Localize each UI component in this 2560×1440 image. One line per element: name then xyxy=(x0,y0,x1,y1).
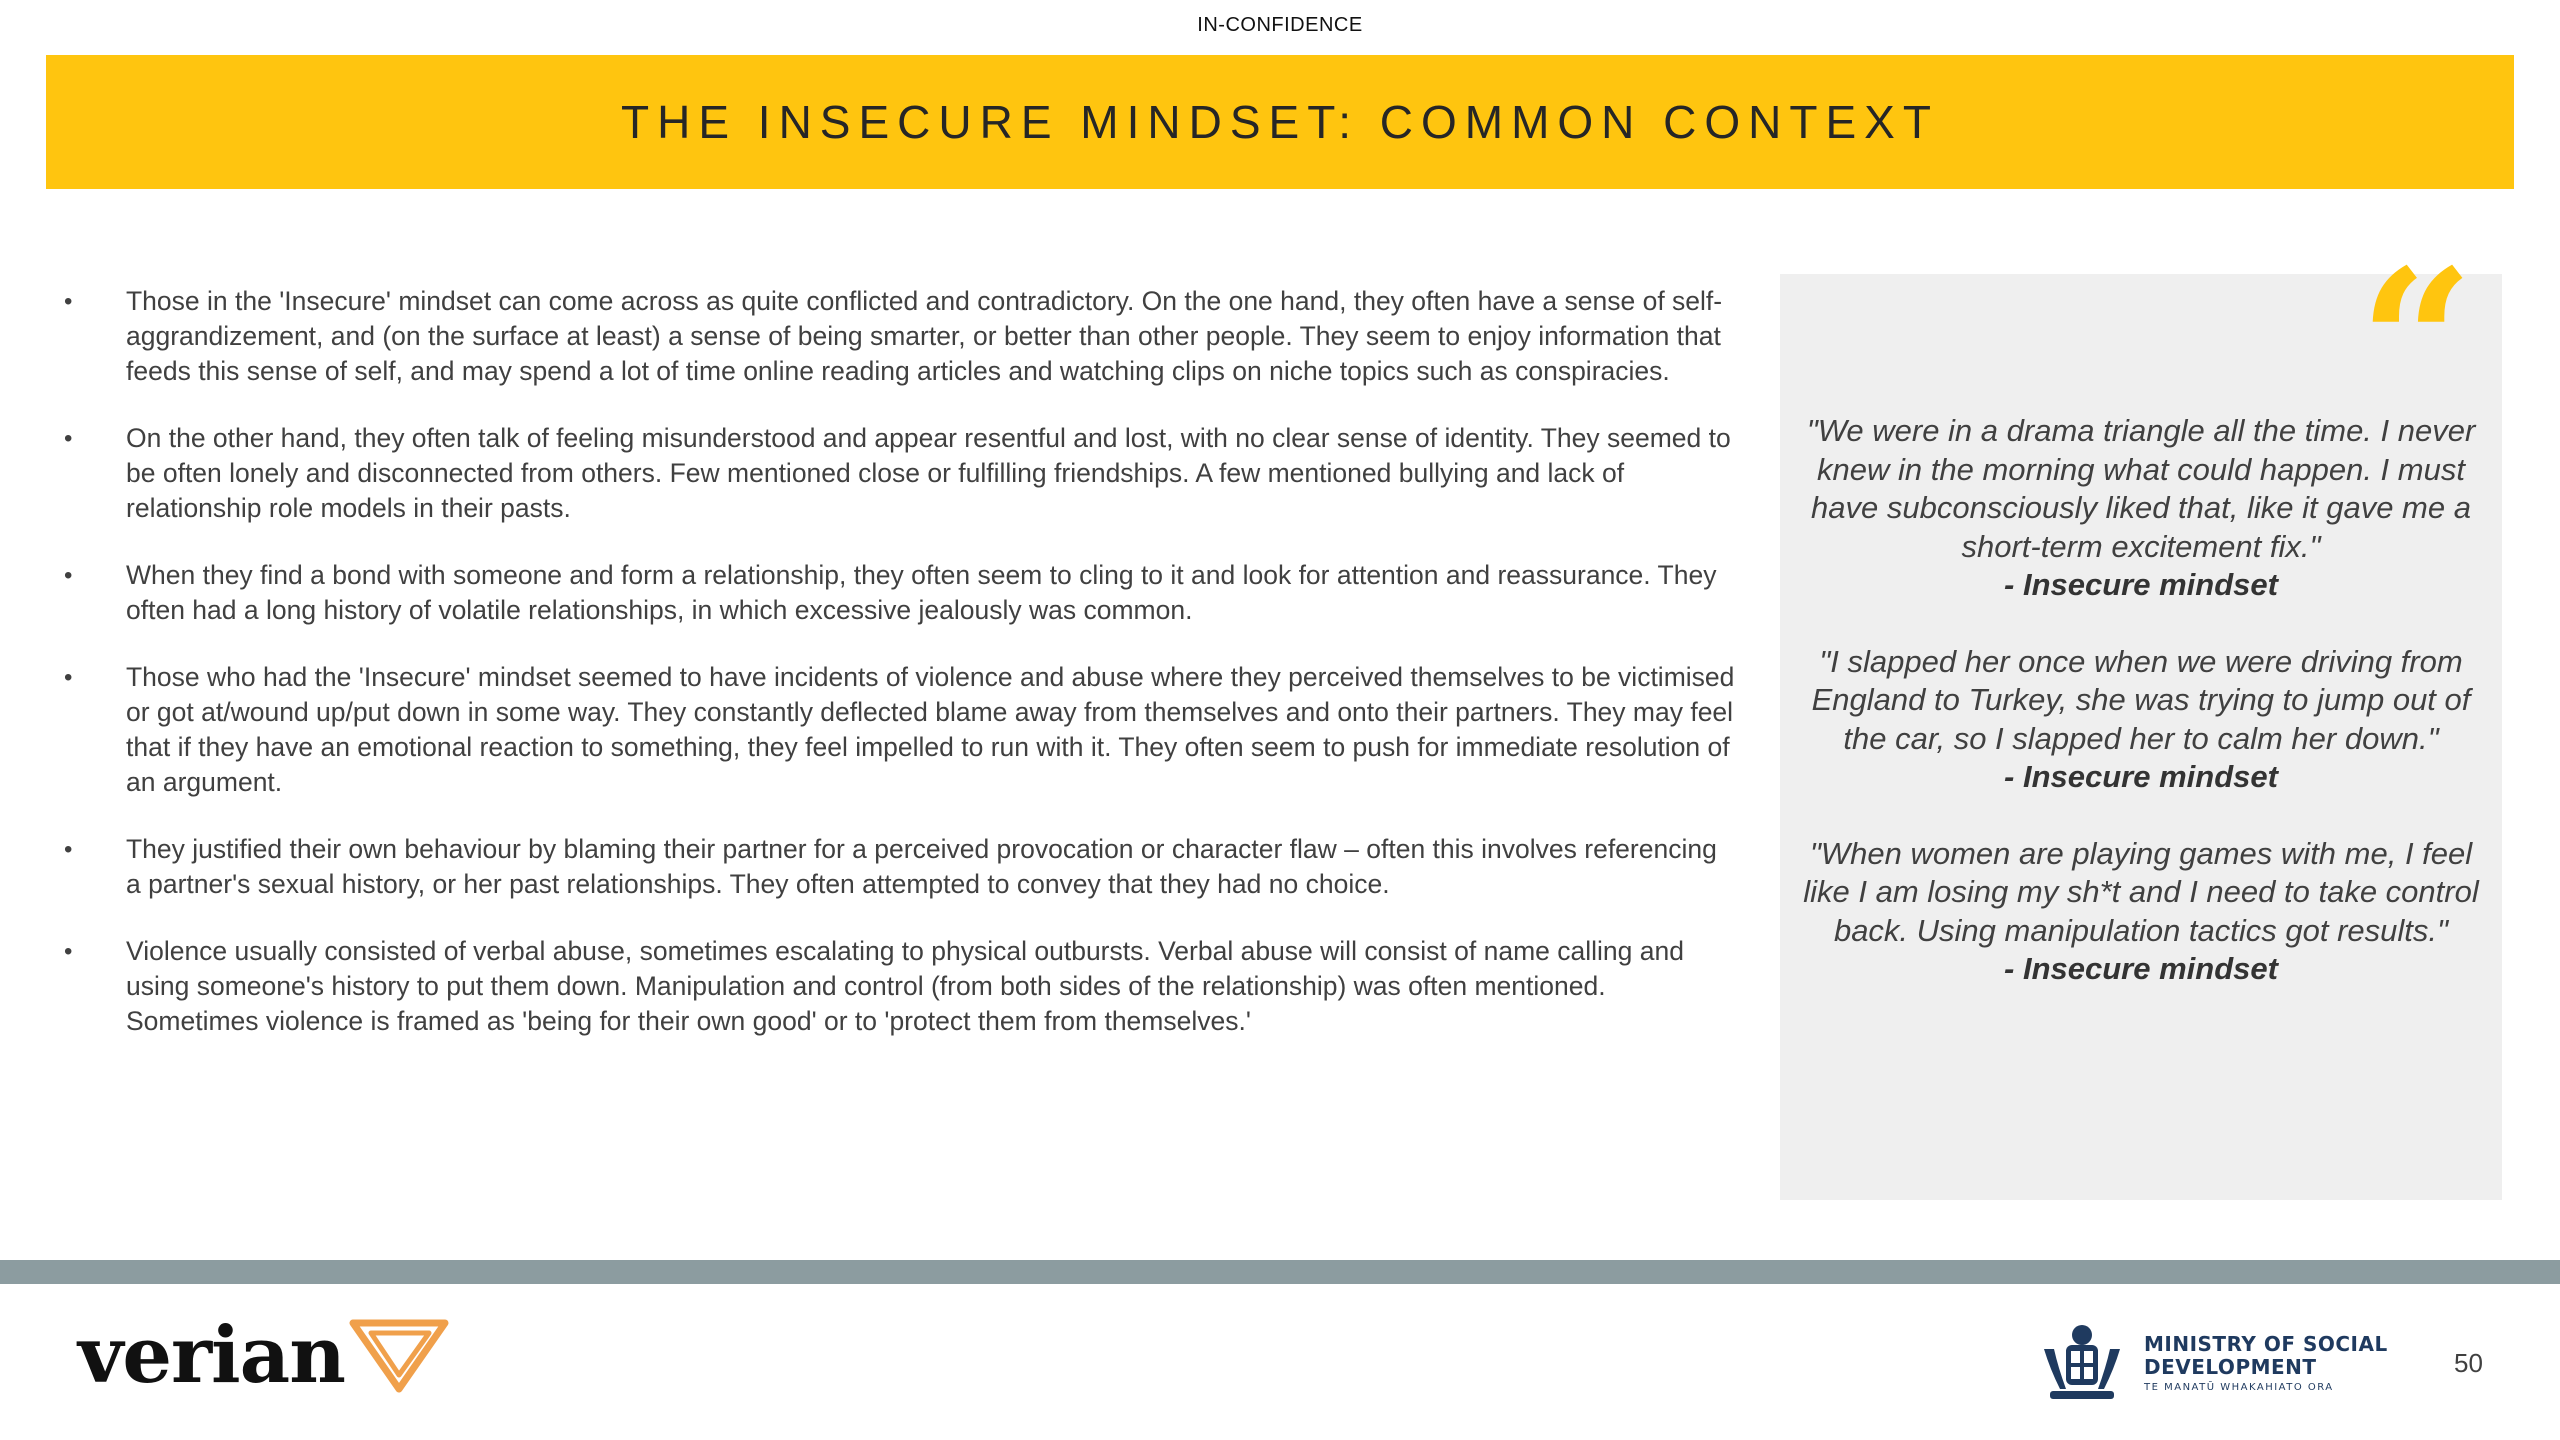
quote-attribution: - Insecure mindset xyxy=(2004,759,2278,794)
bullet-item xyxy=(56,660,1736,800)
bullet-icon: • xyxy=(64,664,73,691)
footer-band xyxy=(0,1260,2560,1284)
bullet-text: On the other hand, they often talk of feeling misunderstood and appear resentful and lost, with no clear sense of identity. They seemed to be often lonely and disconnected from others. Few mentioned close or fulfilling friendships. A few mentioned bullying and lack of relationship role models in their pasts. xyxy=(126,423,1731,523)
page-number: 50 xyxy=(2454,1348,2483,1378)
verian-logo-wordmark: verian xyxy=(78,1309,345,1401)
bullet-text: Violence usually consisted of verbal abuse, sometimes escalating to physical outbursts. Verbal abuse will consist of name calling and using someone's history to put them down. Manipulation and control (from both sides of the relationship) was often mentioned. Sometimes violence is framed as 'being for their own good' or to 'protect them from themselves.' xyxy=(126,936,1684,1036)
quote-block xyxy=(1800,643,2482,797)
quote-panel xyxy=(1780,226,2502,1200)
nz-coat-of-arms-icon xyxy=(2036,1319,2128,1407)
bullet-item xyxy=(56,284,1736,389)
bullet-list xyxy=(56,284,1736,1071)
quote-list xyxy=(1800,412,2482,1027)
quote-text: "I slapped her once when we were driving from England to Turkey, she was trying to jump out of the car, so I slapped her to calm her down." xyxy=(1811,643,2471,756)
bullet-text: Those who had the 'Insecure' mindset seemed to have incidents of violence and abuse where they perceived themselves to be victimised or got at/wound up/put down in some way. They constantly deflected blame away from themselves and onto their partners. They may feel that if they have an emotional reaction to something, they feel impelled to run with it. They often seem to push for immediate resolution of an argument. xyxy=(126,662,1735,797)
bullet-text: Those in the 'Insecure' mindset can come across as quite conflicted and contradictory. On the one hand, they often have a sense of self-aggrandizement, and (on the surface at least) a sense of being smarter, or better than other people. They seem to enjoy information that feeds this sense of self, and may spend a lot of time online reading articles and watching clips on niche topics such as conspiracies. xyxy=(126,286,1723,386)
verian-logo xyxy=(78,1300,449,1410)
verian-mark-icon xyxy=(349,1315,449,1395)
quote-attribution: - Insecure mindset xyxy=(2004,567,2278,602)
msd-name-line2: DEVELOPMENT xyxy=(2144,1354,2317,1379)
bullet-text: When they find a bond with someone and form a relationship, they often seem to cling to it and look for attention and reassurance. They often had a long history of volatile relationships, in which excessive jealously was common. xyxy=(126,560,1717,625)
quote-text: "When women are playing games with me, I feel like I am losing my sh*t and I need to take control back. Using manipulation tactics got results." xyxy=(1803,835,2479,948)
bullet-icon: • xyxy=(64,288,73,315)
msd-logo xyxy=(2036,1318,2388,1408)
bullet-icon: • xyxy=(64,938,73,965)
bullet-item xyxy=(56,421,1736,526)
bullet-item xyxy=(56,832,1736,902)
bullet-icon: • xyxy=(64,836,73,863)
bullet-item xyxy=(56,558,1736,628)
bullet-item xyxy=(56,934,1736,1039)
quote-text: "We were in a drama triangle all the time. I never knew in the morning what could happen. I must have subconsciously liked that, like it gave me a short-term excitement fix." xyxy=(1806,413,2476,564)
quotation-mark-icon: “ xyxy=(2358,226,2474,461)
msd-text xyxy=(2144,1331,2388,1393)
bullet-icon: • xyxy=(64,562,73,589)
quote-attribution: - Insecure mindset xyxy=(2004,951,2278,986)
classification-label: IN-CONFIDENCE xyxy=(1197,14,1363,36)
msd-maori-name: TE MANATŪ WHAKAHIATO ORA xyxy=(2144,1381,2334,1393)
title-bar xyxy=(46,55,2514,189)
msd-name-line1: MINISTRY OF SOCIAL xyxy=(2144,1331,2388,1356)
quote-block xyxy=(1800,412,2482,605)
quote-block xyxy=(1800,835,2482,989)
slide-title: THE INSECURE MINDSET: COMMON CONTEXT xyxy=(621,96,1939,148)
bullet-icon: • xyxy=(64,425,73,452)
bullet-text: They justified their own behaviour by blaming their partner for a perceived provocation or character flaw – often this involves referencing a partner's sexual history, or her past relationships. They often attempted to convey that they had no choice. xyxy=(126,834,1717,899)
